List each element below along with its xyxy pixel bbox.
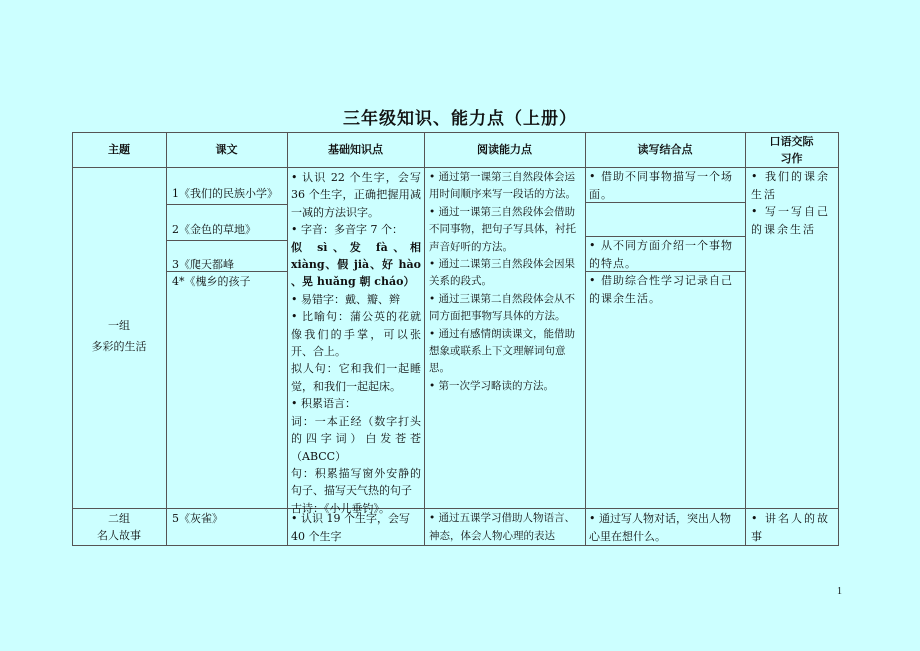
knowledge-item: 古诗：《小儿垂钓》。	[291, 501, 390, 515]
lesson-divider	[166, 204, 287, 205]
reading-item: • 通过二课第三自然段体会因果关系的段式。	[429, 258, 576, 288]
page-number: 1	[837, 586, 842, 597]
row2-basic-knowledge: • 认识 19 个生字，会写 40 个生字	[291, 512, 410, 543]
reading-item: • 通过三课第二自然段体会从不同方面把事物写具体的方法。	[429, 292, 576, 323]
rw-item: • 借助不同事物描写一个场面。	[589, 170, 733, 201]
row1-theme-name: 多彩的生活	[91, 340, 147, 353]
row1-theme	[72, 315, 166, 357]
knowledge-item: • 字音：多音字 7 个：	[291, 223, 403, 237]
header-lesson: 课文	[215, 143, 238, 156]
row2-reading-ability: • 通过五课学习借助人物语言、神态，体会人物心理的表达	[429, 512, 576, 542]
knowledge-item: • 积累语言：	[291, 397, 356, 411]
lesson-item: 4*《槐乡的孩子	[172, 275, 251, 288]
row1-basic-knowledge	[287, 167, 424, 517]
row2-theme-group: 二组	[108, 512, 130, 525]
lesson-item: 3《爬天都峰	[172, 258, 234, 271]
lesson-divider	[166, 240, 287, 241]
document-title: 三年级知识、能力点（上册）	[343, 109, 577, 129]
oral-item: • 写一写自己的课余生活	[751, 205, 830, 236]
knowledge-item: 句：积累描写窗外安静的句子、描写天气热的句子	[291, 466, 421, 498]
header-reading-ability: 阅读能力点	[477, 143, 532, 156]
row1-theme-group: 一组	[108, 319, 130, 332]
knowledge-item: • 易错字：戴、瓣、辫	[291, 292, 400, 306]
row2-reading-writing: • 通过写人物对话，突出人物心里在想什么。	[589, 512, 731, 543]
knowledge-item: • 比喻句：蒲公英的花就像我们的手掌，可以张开、合上。	[291, 310, 421, 359]
row2-theme	[72, 508, 166, 546]
knowledge-item: 拟人句：它和我们一起睡觉，和我们一起起床。	[291, 362, 421, 393]
header-theme: 主题	[108, 143, 130, 156]
row2-oral-writing: • 讲名人的故事	[751, 512, 830, 543]
row1-oral-writing	[745, 167, 838, 239]
rw-item-empty	[585, 202, 745, 236]
header-oral-line1: 口语交际	[769, 134, 814, 148]
knowledge-item-polyphones: 似 sì、发 fà、相 xiàng、假 jià、好 hào 、晃 huǎng 朝 cháo）	[291, 240, 421, 289]
header-oral-line2: 习作	[780, 151, 803, 165]
lesson-item: 2《金色的草地》	[172, 223, 256, 236]
oral-item: • 我们的课余生活	[751, 170, 830, 201]
knowledge-item: 词：一本正经（数字打头的四字词）白发苍苍（ABCC）	[291, 414, 421, 463]
table-border-right	[838, 132, 839, 545]
header-reading-writing: 读写结合点	[637, 143, 693, 156]
header-oral-writing	[745, 132, 838, 167]
reading-item: • 第一次学习略读的方法。	[429, 379, 555, 392]
header-basic-knowledge: 基础知识点	[328, 143, 383, 156]
reading-item: • 通过第一课第三自然段体会运用时间顺序来写一段话的方法。	[429, 171, 576, 201]
lesson-item: 1《我们的民族小学》	[172, 187, 278, 200]
knowledge-item: • 认识 22 个生字，会写 36 个生字，正确把握用减一减的方法识字。	[291, 171, 421, 219]
reading-item: • 通过一课第三自然段体会借助不同事物，把句子写具体，衬托声音好听的方法。	[429, 205, 576, 253]
reading-item: • 通过有感情朗读课文，能借助想象或联系上下文理解词句意思。	[429, 327, 576, 375]
row2-theme-name: 名人故事	[97, 529, 141, 542]
rw-item: • 从不同方面介绍一个事物的特点。	[589, 239, 733, 270]
rw-item: • 借助综合性学习记录自己的课余生活。	[589, 274, 733, 305]
lesson-item: 5《灰雀》	[172, 512, 223, 525]
row1-reading-ability	[424, 167, 585, 395]
